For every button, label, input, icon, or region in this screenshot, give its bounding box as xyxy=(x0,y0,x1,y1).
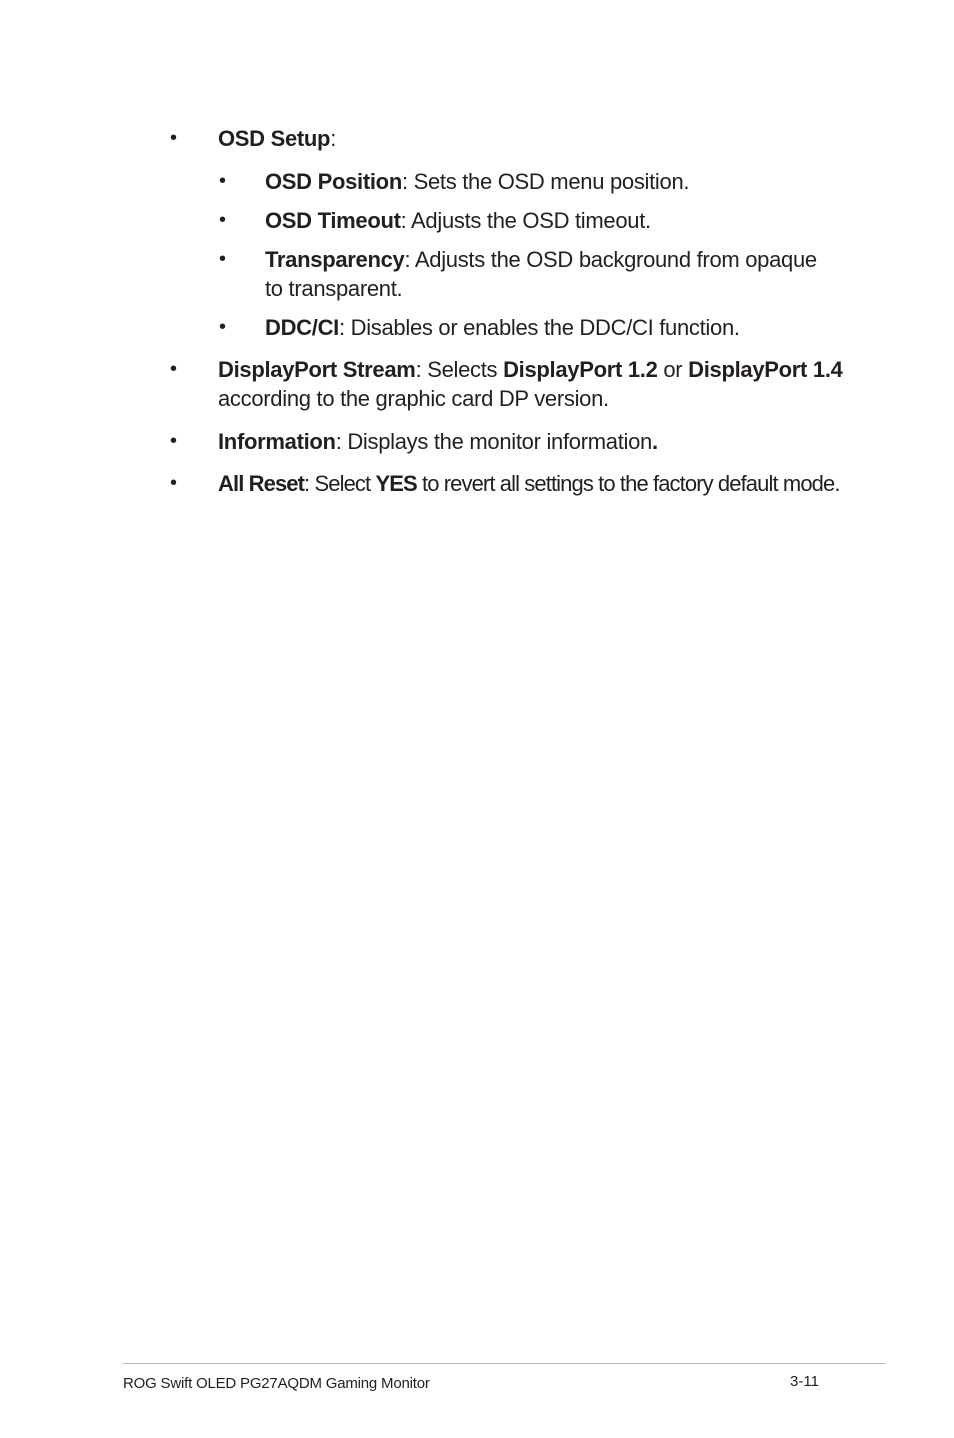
displayport-stream-item xyxy=(218,355,858,413)
displayport-stream-text: : Selects xyxy=(415,357,504,382)
displayport-option-1-2: DisplayPort 1.2 xyxy=(503,357,658,382)
all-reset-yes: YES xyxy=(375,471,417,496)
ddcci-item xyxy=(265,313,855,342)
displayport-option-1-4: DisplayPort 1.4 xyxy=(688,357,843,382)
information-text: : Displays the monitor information xyxy=(335,429,652,454)
osd-setup-item xyxy=(218,124,858,153)
ddcci-label: DDC/CI xyxy=(265,315,339,340)
all-reset-text: : Select xyxy=(304,471,376,496)
osd-setup-suffix: : xyxy=(330,126,337,151)
information-item xyxy=(218,427,858,456)
displayport-stream-label: DisplayPort Stream xyxy=(218,357,416,382)
transparency-item xyxy=(265,245,855,303)
bullet: • xyxy=(170,127,178,149)
bullet: • xyxy=(170,358,178,380)
osd-position-text: : Sets the OSD menu position. xyxy=(401,169,690,194)
displayport-or-text: or xyxy=(657,357,689,382)
transparency-text: : Adjusts the OSD background from opaque xyxy=(404,247,817,272)
transparency-text-continued: to transparent. xyxy=(265,276,403,301)
osd-timeout-label: OSD Timeout xyxy=(265,208,401,233)
bullet: • xyxy=(170,430,178,452)
bullet: • xyxy=(219,170,227,192)
information-end: . xyxy=(651,429,658,454)
footer-title: ROG Swift OLED PG27AQDM Gaming Monitor xyxy=(123,1375,430,1392)
displayport-stream-text-continued: according to the graphic card DP version. xyxy=(218,386,609,411)
all-reset-item xyxy=(218,469,878,498)
transparency-label: Transparency xyxy=(265,247,405,272)
bullet: • xyxy=(219,209,227,231)
bullet: • xyxy=(170,472,178,494)
osd-setup-label: OSD Setup xyxy=(218,126,331,151)
osd-timeout-text: : Adjusts the OSD timeout. xyxy=(400,208,651,233)
all-reset-label: All Reset xyxy=(218,471,305,496)
page-number: 3-11 xyxy=(790,1373,819,1390)
osd-position-item xyxy=(265,167,855,196)
bullet: • xyxy=(219,248,227,270)
information-label: Information xyxy=(218,429,336,454)
osd-timeout-item xyxy=(265,206,855,235)
osd-position-label: OSD Position xyxy=(265,169,402,194)
footer-divider xyxy=(123,1363,886,1364)
ddcci-text: : Disables or enables the DDC/CI function. xyxy=(338,315,740,340)
all-reset-text-continued: to revert all settings to the factory default mode. xyxy=(416,471,840,496)
bullet: • xyxy=(219,316,227,338)
